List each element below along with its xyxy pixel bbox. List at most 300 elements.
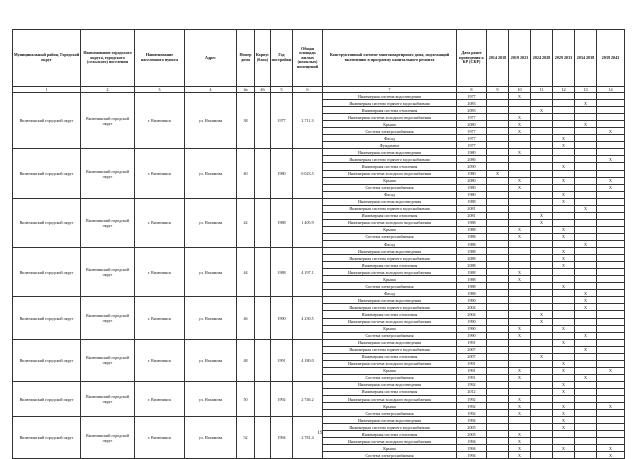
table-row xyxy=(13,381,625,388)
period-mark-cell xyxy=(575,226,597,233)
period-mark-cell: X xyxy=(509,114,531,121)
year-built-cell: 1990 xyxy=(271,297,293,339)
district-cell: Вилючинский городской округ xyxy=(13,417,81,459)
period-mark-cell xyxy=(597,381,625,388)
period-mark-cell xyxy=(575,114,597,121)
column-number: 4а xyxy=(237,87,255,93)
period-mark-cell xyxy=(509,163,531,170)
period-mark-cell xyxy=(575,219,597,226)
structural-element-cell: Инженерная система отопления xyxy=(323,431,457,438)
period-mark-cell xyxy=(487,290,509,297)
period-mark-cell xyxy=(597,417,625,424)
period-mark-cell xyxy=(531,381,553,388)
period-mark-cell: X xyxy=(553,339,575,346)
house-number-cell: 44 xyxy=(237,248,255,297)
period-mark-cell xyxy=(575,438,597,445)
area-cell: 6 023.5 xyxy=(293,149,323,198)
period-mark-cell xyxy=(531,346,553,353)
period-mark-cell xyxy=(575,318,597,325)
street-cell: ул. Нахимова xyxy=(185,198,237,247)
period-mark-cell: X xyxy=(509,93,531,100)
period-mark-cell: X xyxy=(509,149,531,156)
repair-date-cell: 1980 xyxy=(457,184,487,191)
district-cell: Вилючинский городской округ xyxy=(13,381,81,416)
structural-element-cell: Система электроснабжения xyxy=(323,233,457,240)
repair-date-cell: 1988 xyxy=(457,290,487,297)
period-mark-cell xyxy=(575,276,597,283)
period-mark-cell xyxy=(597,255,625,262)
period-mark-cell: X xyxy=(575,374,597,381)
period-mark-cell: X xyxy=(509,184,531,191)
period-mark-cell xyxy=(487,283,509,290)
period-mark-cell: X xyxy=(553,255,575,262)
period-mark-cell xyxy=(531,205,553,212)
period-mark-cell: X xyxy=(553,388,575,395)
period-mark-cell xyxy=(575,233,597,240)
district-cell: Вилючинский городской округ xyxy=(13,198,81,247)
period-mark-cell: X xyxy=(553,177,575,184)
period-mark-cell xyxy=(575,403,597,410)
year-built-cell: 1994 xyxy=(271,417,293,459)
structural-element-cell: Крыша xyxy=(323,325,457,332)
period-mark-cell xyxy=(575,410,597,417)
structural-element-cell: Инженерная система отопления xyxy=(323,311,457,318)
period-mark-cell xyxy=(487,360,509,367)
period-mark-cell xyxy=(575,107,597,114)
structural-element-cell: Крыша xyxy=(323,276,457,283)
structural-element-cell: Инженерная система отопления xyxy=(323,212,457,219)
period-mark-cell xyxy=(553,205,575,212)
period-mark-cell xyxy=(487,410,509,417)
period-mark-cell xyxy=(531,163,553,170)
table-row xyxy=(13,198,625,205)
settlement-cell: Вилючинский городской округ xyxy=(81,198,135,247)
period-mark-cell xyxy=(575,367,597,374)
period-mark-cell xyxy=(553,290,575,297)
structural-element-cell: Инженерная система отопления xyxy=(323,107,457,114)
period-mark-cell xyxy=(531,438,553,445)
period-mark-cell xyxy=(509,248,531,255)
period-mark-cell xyxy=(487,318,509,325)
structural-element-cell: Крыша xyxy=(323,177,457,184)
repair-date-cell: 2088 xyxy=(457,262,487,269)
period-mark-cell xyxy=(575,170,597,177)
period-mark-cell xyxy=(509,353,531,360)
period-mark-cell xyxy=(487,367,509,374)
year-built-cell: 1988 xyxy=(271,198,293,247)
period-mark-cell xyxy=(487,212,509,219)
period-mark-cell: X xyxy=(553,248,575,255)
period-mark-cell xyxy=(531,297,553,304)
period-mark-cell xyxy=(553,318,575,325)
period-mark-cell: X xyxy=(575,100,597,107)
period-mark-cell xyxy=(575,184,597,191)
house-number-cell: 42 xyxy=(237,198,255,247)
period-mark-cell: X xyxy=(597,367,625,374)
period-mark-cell xyxy=(509,212,531,219)
period-mark-cell xyxy=(575,388,597,395)
period-mark-cell: X xyxy=(487,170,509,177)
period-mark-cell xyxy=(553,240,575,247)
repair-date-cell: 1992 xyxy=(457,396,487,403)
repair-date-cell: 1991 xyxy=(457,367,487,374)
period-mark-cell xyxy=(531,170,553,177)
period-mark-cell: X xyxy=(531,219,553,226)
period-mark-cell xyxy=(575,149,597,156)
period-mark-cell xyxy=(487,403,509,410)
period-mark-cell xyxy=(509,346,531,353)
period-mark-cell xyxy=(531,304,553,311)
capital-repair-table xyxy=(12,29,625,459)
area-cell: 4 197.1 xyxy=(293,248,323,297)
period-mark-cell xyxy=(531,255,553,262)
structural-element-cell: Инженерная система холодного водоснабжения xyxy=(323,360,457,367)
period-mark-cell xyxy=(531,290,553,297)
locality-cell: г. Вилючинск xyxy=(135,93,185,149)
period-mark-cell xyxy=(509,142,531,149)
period-mark-cell: X xyxy=(509,332,531,339)
column-number: 4б xyxy=(255,87,271,93)
street-cell: ул. Нахимова xyxy=(185,93,237,149)
period-mark-cell: X xyxy=(553,445,575,452)
period-mark-cell: X xyxy=(553,163,575,170)
period-mark-cell: X xyxy=(509,431,531,438)
period-mark-cell xyxy=(509,388,531,395)
repair-date-cell: 2081 xyxy=(457,212,487,219)
column-number: 8 xyxy=(457,87,487,93)
table-row xyxy=(13,248,625,255)
period-mark-cell xyxy=(531,417,553,424)
period-mark-cell: X xyxy=(553,142,575,149)
area-cell: 1 405.9 xyxy=(293,198,323,247)
structural-element-cell: Инженерная система отопления xyxy=(323,262,457,269)
repair-date-cell: 1990 xyxy=(457,318,487,325)
period-mark-cell: X xyxy=(509,403,531,410)
period-mark-cell xyxy=(531,332,553,339)
period-mark-cell xyxy=(597,233,625,240)
period-mark-cell xyxy=(553,311,575,318)
period-mark-cell xyxy=(487,262,509,269)
district-cell: Вилючинский городской округ xyxy=(13,149,81,198)
period-mark-cell xyxy=(487,156,509,163)
period-mark-cell xyxy=(487,135,509,142)
column-header: 2024 2028 xyxy=(531,30,553,87)
period-mark-cell: X xyxy=(509,438,531,445)
structural-element-cell: Инженерная система отопления xyxy=(323,388,457,395)
block-cell xyxy=(255,248,271,297)
period-mark-cell: X xyxy=(553,325,575,332)
block-cell xyxy=(255,149,271,198)
block-cell xyxy=(255,417,271,459)
settlement-cell: Вилючинский городской округ xyxy=(81,417,135,459)
column-number: 11 xyxy=(531,87,553,93)
period-mark-cell xyxy=(597,163,625,170)
repair-date-cell: 1988 xyxy=(457,226,487,233)
period-mark-cell xyxy=(531,276,553,283)
period-mark-cell xyxy=(575,128,597,135)
period-mark-cell xyxy=(597,424,625,431)
period-mark-cell xyxy=(509,240,531,247)
repair-date-cell: 2080 xyxy=(457,121,487,128)
house-number-cell: 46 xyxy=(237,297,255,339)
period-mark-cell: X xyxy=(509,410,531,417)
column-number: 10 xyxy=(509,87,531,93)
period-mark-cell xyxy=(487,233,509,240)
period-mark-cell xyxy=(553,452,575,459)
repair-date-cell: 1991 xyxy=(457,360,487,367)
repair-date-cell: 1994 xyxy=(457,438,487,445)
period-mark-cell xyxy=(597,374,625,381)
period-mark-cell: X xyxy=(575,290,597,297)
structural-element-cell: Система электроснабжения xyxy=(323,374,457,381)
column-header: Наименование населенного пункта xyxy=(135,30,185,87)
period-mark-cell xyxy=(597,142,625,149)
structural-element-cell: Инженерная система горячего водоснабжения xyxy=(323,156,457,163)
period-mark-cell xyxy=(487,417,509,424)
period-mark-cell xyxy=(531,339,553,346)
structural-element-cell: Инженерная система горячего водоснабжения xyxy=(323,304,457,311)
repair-date-cell: 2007 xyxy=(457,346,487,353)
period-mark-cell xyxy=(597,170,625,177)
period-mark-cell xyxy=(531,233,553,240)
period-mark-cell xyxy=(597,353,625,360)
period-mark-cell: X xyxy=(553,226,575,233)
period-mark-cell xyxy=(553,149,575,156)
period-mark-cell xyxy=(553,107,575,114)
period-mark-cell: X xyxy=(509,233,531,240)
period-mark-cell xyxy=(531,135,553,142)
period-mark-cell xyxy=(553,170,575,177)
period-mark-cell xyxy=(575,177,597,184)
period-mark-cell xyxy=(553,374,575,381)
locality-cell: г. Вилючинск xyxy=(135,149,185,198)
period-mark-cell xyxy=(531,198,553,205)
period-mark-cell xyxy=(487,191,509,198)
period-mark-cell xyxy=(575,269,597,276)
repair-date-cell: 1990 xyxy=(457,297,487,304)
structural-element-cell: Система электроснабжения xyxy=(323,128,457,135)
period-mark-cell xyxy=(575,191,597,198)
period-mark-cell xyxy=(509,381,531,388)
period-mark-cell: X xyxy=(509,269,531,276)
period-mark-cell: X xyxy=(509,374,531,381)
column-header: Адрес xyxy=(185,30,237,87)
period-mark-cell xyxy=(597,339,625,346)
column-header: Корпус (блок) xyxy=(255,30,271,87)
period-mark-cell xyxy=(487,353,509,360)
capital-repair-table-sheet xyxy=(12,29,624,459)
period-mark-cell xyxy=(597,191,625,198)
period-mark-cell xyxy=(509,339,531,346)
structural-element-cell: Инженерная система горячего водоснабжения xyxy=(323,100,457,107)
period-mark-cell xyxy=(509,219,531,226)
column-header: Муниципальный район, Городской округ xyxy=(13,30,81,87)
period-mark-cell xyxy=(575,452,597,459)
repair-date-cell: 1994 xyxy=(457,445,487,452)
period-mark-cell xyxy=(487,255,509,262)
settlement-cell: Вилючинский городской округ xyxy=(81,149,135,198)
period-mark-cell xyxy=(531,128,553,135)
structural-element-cell: Инженерная система холодного водоснабжения xyxy=(323,438,457,445)
period-mark-cell xyxy=(553,269,575,276)
period-mark-cell: X xyxy=(553,191,575,198)
period-mark-cell xyxy=(531,114,553,121)
period-mark-cell: X xyxy=(509,121,531,128)
period-mark-cell xyxy=(597,121,625,128)
structural-element-cell: Инженерная система водоотведения xyxy=(323,248,457,255)
district-cell: Вилючинский городской округ xyxy=(13,93,81,149)
period-mark-cell xyxy=(487,374,509,381)
period-mark-cell xyxy=(553,304,575,311)
period-mark-cell: X xyxy=(509,367,531,374)
period-mark-cell xyxy=(575,135,597,142)
period-mark-cell xyxy=(597,276,625,283)
settlement-cell: Вилючинский городской округ xyxy=(81,93,135,149)
repair-date-cell: 1988 xyxy=(457,276,487,283)
period-mark-cell xyxy=(487,226,509,233)
period-mark-cell: X xyxy=(509,325,531,332)
period-mark-cell xyxy=(509,100,531,107)
period-mark-cell: X xyxy=(553,262,575,269)
period-mark-cell xyxy=(553,219,575,226)
repair-date-cell: 2081 xyxy=(457,205,487,212)
repair-date-cell: 1977 xyxy=(457,135,487,142)
period-mark-cell xyxy=(553,332,575,339)
period-mark-cell xyxy=(597,438,625,445)
period-mark-cell: X xyxy=(509,177,531,184)
period-mark-cell xyxy=(531,149,553,156)
period-mark-cell xyxy=(487,121,509,128)
period-mark-cell xyxy=(553,128,575,135)
period-mark-cell xyxy=(575,212,597,219)
period-mark-cell xyxy=(575,424,597,431)
locality-cell: г. Вилючинск xyxy=(135,339,185,381)
period-mark-cell xyxy=(531,248,553,255)
period-mark-cell: X xyxy=(509,396,531,403)
table-body xyxy=(13,93,625,459)
table-row xyxy=(13,93,625,100)
repair-date-cell: 1988 xyxy=(457,283,487,290)
year-built-cell: 1980 xyxy=(271,149,293,198)
period-mark-cell xyxy=(509,156,531,163)
period-mark-cell xyxy=(531,360,553,367)
period-mark-cell xyxy=(487,381,509,388)
period-mark-cell xyxy=(487,269,509,276)
period-mark-cell: X xyxy=(553,367,575,374)
block-cell xyxy=(255,297,271,339)
structural-element-cell: Крыша xyxy=(323,367,457,374)
period-mark-cell xyxy=(597,100,625,107)
column-header: Год постройки xyxy=(271,30,293,87)
period-mark-cell xyxy=(487,107,509,114)
period-mark-cell xyxy=(531,396,553,403)
period-mark-cell xyxy=(509,107,531,114)
structural-element-cell: Крыша xyxy=(323,403,457,410)
column-header: 2029 2033 xyxy=(553,30,575,87)
period-mark-cell: X xyxy=(597,156,625,163)
period-mark-cell xyxy=(597,198,625,205)
repair-date-cell: 2005 xyxy=(457,431,487,438)
block-cell xyxy=(255,339,271,381)
period-mark-cell xyxy=(597,311,625,318)
street-cell: ул. Нахимова xyxy=(185,417,237,459)
structural-element-cell: Инженерная система горячего водоснабжения xyxy=(323,424,457,431)
period-mark-cell xyxy=(553,121,575,128)
period-mark-cell xyxy=(597,325,625,332)
period-mark-cell: X xyxy=(553,283,575,290)
period-mark-cell xyxy=(487,93,509,100)
period-mark-cell: X xyxy=(531,107,553,114)
year-built-cell: 1992 xyxy=(271,381,293,416)
column-header: Дата ранее проведения к КР (СКР) xyxy=(457,30,487,87)
period-mark-cell xyxy=(509,198,531,205)
period-mark-cell xyxy=(575,142,597,149)
period-mark-cell xyxy=(487,198,509,205)
repair-date-cell: 2007 xyxy=(457,353,487,360)
period-mark-cell: X xyxy=(597,452,625,459)
structural-element-cell: Инженерная система холодного водоснабжения xyxy=(323,170,457,177)
period-mark-cell xyxy=(509,417,531,424)
period-mark-cell: X xyxy=(553,410,575,417)
repair-date-cell: 2012 xyxy=(457,388,487,395)
period-mark-cell xyxy=(575,163,597,170)
structural-element-cell: Инженерная система водоотведения xyxy=(323,198,457,205)
structural-element-cell: Инженерная система холодного водоснабжения xyxy=(323,318,457,325)
period-mark-cell: X xyxy=(553,360,575,367)
period-mark-cell: X xyxy=(553,424,575,431)
structural-element-cell: Фасад xyxy=(323,240,457,247)
repair-date-cell: 1977 xyxy=(457,128,487,135)
period-mark-cell xyxy=(575,248,597,255)
column-number: 14 xyxy=(597,87,625,93)
period-mark-cell xyxy=(487,297,509,304)
period-mark-cell: X xyxy=(553,417,575,424)
period-mark-cell xyxy=(509,297,531,304)
period-mark-cell xyxy=(531,156,553,163)
structural-element-cell: Крыша xyxy=(323,121,457,128)
period-mark-cell: X xyxy=(575,121,597,128)
area-cell: 2 746.2 xyxy=(293,381,323,416)
period-mark-cell xyxy=(553,100,575,107)
period-mark-cell xyxy=(553,184,575,191)
repair-date-cell: 1988 xyxy=(457,240,487,247)
period-mark-cell xyxy=(553,156,575,163)
structural-element-cell: Инженерная система водоотведения xyxy=(323,297,457,304)
period-mark-cell xyxy=(509,262,531,269)
period-mark-cell xyxy=(575,396,597,403)
period-mark-cell xyxy=(597,149,625,156)
period-mark-cell xyxy=(575,339,597,346)
locality-cell: г. Вилючинск xyxy=(135,381,185,416)
structural-element-cell: Фасад xyxy=(323,135,457,142)
structural-element-cell: Инженерная система отопления xyxy=(323,163,457,170)
structural-element-cell: Фасад xyxy=(323,290,457,297)
table-row xyxy=(13,339,625,346)
period-mark-cell xyxy=(487,100,509,107)
structural-element-cell: Система электроснабжения xyxy=(323,283,457,290)
repair-date-cell: 1977 xyxy=(457,114,487,121)
period-mark-cell xyxy=(597,226,625,233)
period-mark-cell xyxy=(531,142,553,149)
structural-element-cell: Инженерная система отопления xyxy=(323,353,457,360)
column-header: 2014 2018 xyxy=(487,30,509,87)
period-mark-cell: X xyxy=(509,445,531,452)
column-number: 2 xyxy=(81,87,135,93)
period-mark-cell xyxy=(509,311,531,318)
period-mark-cell xyxy=(531,262,553,269)
period-mark-cell xyxy=(553,212,575,219)
period-mark-cell xyxy=(597,388,625,395)
